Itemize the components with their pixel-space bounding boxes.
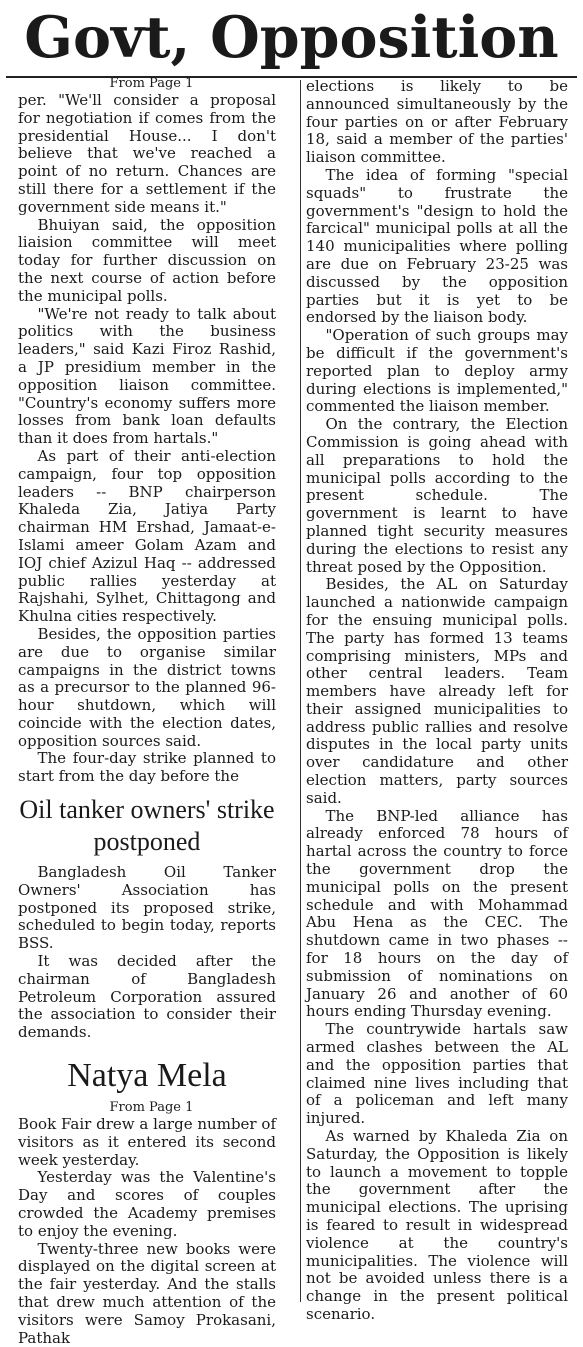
natya-story-headline: Natya Mela bbox=[67, 1057, 227, 1095]
article-paragraph: elections is likely to be announced simultaneously by the four parties on or after February 18, said a member of the parties' liaison committee. bbox=[306, 77, 568, 167]
article-paragraph: "Operation of such groups may be difficult if the government's reported plan to deploy army during elections is implemented," commented the liaison member. bbox=[306, 326, 568, 416]
natya-story-paragraph: Yesterday was the Valentine's Day and scores of couples crowded the Academy premises to enjoy the evening. bbox=[18, 1168, 276, 1240]
oil-story-headline: Oil tanker owners' strike postponed bbox=[19, 795, 275, 857]
natya-story-paragraph: Twenty-three new books were displayed on the digital screen at the fair yesterday. And the stalls that drew much attention of the visitors were Samoy Prokasani, Pathak bbox=[18, 1239, 276, 1347]
article-paragraph: The BNP-led alliance has already enforced 78 hours of hartal across the country to force the government drop the municipal polls on the present schedule and with Mohammad Abu Hena as the CEC. The shutdown came in two phases -- for 18 hours on the day of submission of nominations on January 26 and another of 60 hours ending Thursday evening. bbox=[306, 806, 568, 1021]
article-paragraph: The countrywide hartals saw armed clashes between the AL and the opposition parties that claimed nine lives including that of a policeman and left many injured. bbox=[306, 1020, 568, 1128]
article-paragraph: Besides, the opposition parties are due to organise similar campaigns in the district towns as a precursor to the planned 96-hour shutdown, which will coincide with the election dates, opposition sources said. bbox=[18, 624, 276, 750]
right-column bbox=[306, 78, 568, 1324]
article-paragraph: The idea of forming "special squads" to frustrate the government's "design to hold the farcical" municipal polls at all the 140 municipalities where polling are due on February 23-25 was discussed by the opposition parties but it is yet to be endorsed by the liaison body. bbox=[306, 165, 568, 327]
oil-story-paragraph: It was decided after the chairman of Bangladesh Petroleum Corporation assured the association to consider their demands. bbox=[18, 952, 276, 1042]
natya-from-page-label: From Page 1 bbox=[109, 1100, 194, 1116]
article-paragraph: As part of their anti-election campaign, four top opposition leaders -- BNP chairperson Khaleda Zia, Jatiya Party chairman HM Ershad, Jamaat-e-Islami ameer Golam Azam and IOJ chief Azizul Haq -- addressed public rallies yesterday at Rajshahi, Sylhet, Chittagong and Khulna cities respectively. bbox=[18, 446, 276, 626]
left-column bbox=[18, 76, 276, 1347]
natya-story-paragraph: Book Fair drew a large number of visitors as it entered its second week yesterday. bbox=[18, 1115, 276, 1169]
from-page-label: From Page 1 bbox=[109, 76, 194, 91]
oil-story-paragraph: Bangladesh Oil Tanker Owners' Association has postponed its proposed strike, scheduled to begin today, reports BSS. bbox=[18, 863, 276, 953]
article-paragraph: Bhuiyan said, the opposition liaision committee will meet today for further discussion on the next course of action before the municipal polls. bbox=[18, 215, 276, 305]
article-paragraph: "We're not ready to talk about politics with the business leaders," said Kazi Firoz Rashid, a JP presidium member in the opposition liaison committee. "Country's economy suffers more losses from bank loan defaults than it does from hartals." bbox=[18, 304, 276, 448]
main-headline: Govt, Opposition bbox=[24, 4, 559, 71]
column-divider bbox=[300, 80, 301, 1302]
article-paragraph: As warned by Khaleda Zia on Saturday, the Opposition is likely to launch a movement to topple the government after the municipal elections. The uprising is feared to result in widespread violence at the country's municipalities. The violence will not be avoided unless there is a change in the present political scenario. bbox=[306, 1127, 568, 1323]
article-paragraph: The four-day strike planned to start from the day before the bbox=[18, 749, 276, 786]
article-paragraph: Besides, the AL on Saturday launched a nationwide campaign for the ensuing municipal polls. The party has formed 13 teams comprising ministers, MPs and other central leaders. Team members have already left for their assigned municipalities to address public rallies and resolve disputes in the local party units over candidature and other election matters, party sources said. bbox=[306, 575, 568, 807]
article-paragraph: On the contrary, the Election Commission is going ahead with all preparations to hold the municipal polls according to the present schedule. The government is learnt to have planned tight security measures during the elections to resist any threat posed by the Opposition. bbox=[306, 415, 568, 576]
article-paragraph: per. "We'll consider a proposal for negotiation if comes from the presidential House... I don't believe that we've reached a point of no return. Chances are still there for a settlement if the government side means it." bbox=[18, 91, 276, 216]
